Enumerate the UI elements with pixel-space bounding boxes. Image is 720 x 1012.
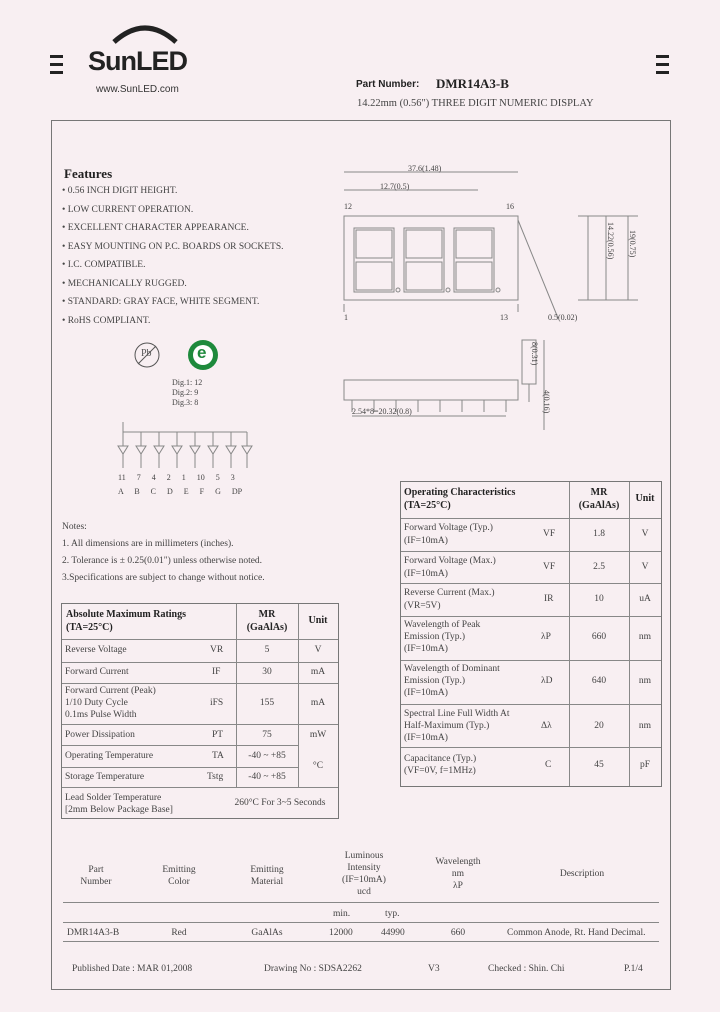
op-char-col-unit: Unit <box>635 493 655 504</box>
pin-label-dig2: Dig.2: 9 <box>172 388 199 397</box>
feature-item: • EXCELLENT CHARACTER APPEARANCE. <box>62 223 249 233</box>
part-row-wl: 660 <box>450 928 466 938</box>
footer-checked: Checked : Shin. Chi <box>488 964 565 974</box>
website-link[interactable]: www.SunLED.com <box>96 84 179 95</box>
op-char-param-line3: (IF=10mA) <box>404 688 448 698</box>
op-char-sym: VF <box>543 529 556 539</box>
dim-width: 37.6(1.48) <box>408 164 442 173</box>
op-char-param: Wavelength of Peak <box>404 620 481 630</box>
feature-item: • 0.56 INCH DIGIT HEIGHT. <box>62 186 178 196</box>
feature-item: • I.C. COMPATIBLE. <box>62 260 146 270</box>
feature-item: • STANDARD: GRAY FACE, WHITE SEGMENT. <box>62 297 260 307</box>
footer-version: V3 <box>428 964 440 974</box>
solder-label-line2: [2mm Below Package Base] <box>65 805 173 815</box>
note-item: 3.Specifications are subject to change without notice. <box>62 573 265 583</box>
op-char-param: Reverse Current (Max.) <box>404 588 495 598</box>
part-h-wl2: nm <box>451 869 465 879</box>
part-h-color: Emitting <box>162 865 196 875</box>
op-char-unit: uA <box>639 594 651 604</box>
op-char-param-line2: (VF=0V, f=1MHz) <box>404 766 476 776</box>
solder-label: Lead Solder Temperature <box>65 793 162 803</box>
op-char-unit: nm <box>638 721 652 731</box>
features-list <box>62 186 284 334</box>
dim-height: 19(0.75) <box>628 230 637 258</box>
abs-max-val: -40 ~ +85 <box>248 772 286 782</box>
subtitle: 14.22mm (0.56") THREE DIGIT NUMERIC DISPLAY <box>357 98 594 109</box>
op-char-param: Spectral Line Full Width At <box>404 709 510 719</box>
part-number: DMR14A3-B <box>436 76 509 91</box>
part-h-typ: typ. <box>385 909 400 919</box>
rohs-symbol: e <box>197 343 207 362</box>
op-char-param: Forward Voltage (Typ.) <box>404 523 493 533</box>
op-char-unit: V <box>641 529 649 539</box>
abs-max-unit: V <box>314 645 322 655</box>
part-row-desc: Common Anode, Rt. Hand Decimal. <box>507 928 646 938</box>
abs-max-param: Operating Temperature <box>65 751 154 761</box>
footer-page: P.1/4 <box>624 964 643 974</box>
part-row-typ: 44990 <box>381 928 405 938</box>
dim-depth: 8(0.31) <box>530 342 539 366</box>
op-char-sym: C <box>545 760 552 770</box>
notes-title: Notes: <box>62 522 87 532</box>
part-h-wl3: λP <box>453 881 463 891</box>
pin-bottom-right: 13 <box>500 313 508 322</box>
op-char-val: 640 <box>591 676 607 686</box>
abs-max-sym: IF <box>212 667 221 677</box>
pin-top-right: 16 <box>506 202 514 211</box>
op-char-sym: Δλ <box>541 721 552 731</box>
part-h-lum2: Intensity <box>347 863 381 873</box>
feature-item: • EASY MOUNTING ON P.C. BOARDS OR SOCKETS. <box>62 241 284 252</box>
part-h-material2: Material <box>250 877 284 887</box>
note-item: 1. All dimensions are in millimeters (inches). <box>62 539 234 549</box>
op-char-val: 45 <box>594 760 604 770</box>
op-char-param: Capacitance (Typ.) <box>404 754 477 764</box>
feature-item: • RoHS COMPLIANT. <box>62 315 151 326</box>
abs-max-val: 30 <box>262 667 272 677</box>
part-h-desc: Description <box>559 869 605 879</box>
circuit-segments: A B C D E F G DP <box>118 487 243 496</box>
op-char-val: 10 <box>594 594 604 604</box>
pb-free-icon <box>132 340 162 370</box>
abs-max-param-line2: 1/10 Duty Cycle <box>65 698 128 708</box>
abs-max-param: Reverse Voltage <box>65 645 127 655</box>
pin-label-dig1: Dig.1: 12 <box>172 378 203 387</box>
abs-max-col-unit: Unit <box>308 615 328 626</box>
dim-pins: 2.54*8=20.32(0.8) <box>352 407 412 416</box>
part-row-min: 12000 <box>329 928 353 938</box>
op-char-val: 20 <box>594 721 604 731</box>
part-row-color: Red <box>171 928 187 938</box>
abs-max-param: Power Dissipation <box>65 730 135 740</box>
abs-max-col-mr: MR <box>258 609 276 620</box>
footer-published: Published Date : MAR 01,2008 <box>72 964 193 974</box>
dim-pin-dia: 0.5(0.02) <box>548 313 578 322</box>
op-char-param-line2: (VR=5V) <box>404 601 441 611</box>
op-char-sym: VF <box>543 562 556 572</box>
abs-max-title-cond: (TA=25°C) <box>66 622 113 633</box>
abs-max-sym: TA <box>212 751 224 761</box>
note-item: 2. Tolerance is ± 0.25(0.01") unless otherwise noted. <box>62 556 263 566</box>
op-char-param-line2: (IF=10mA) <box>404 569 448 579</box>
op-char-unit: nm <box>638 632 652 642</box>
part-h-material: Emitting <box>250 865 284 875</box>
dim-pitch: 12.7(0.5) <box>380 182 410 191</box>
abs-max-unit: °C <box>312 761 324 771</box>
part-row-material: GaAlAs <box>251 928 283 938</box>
abs-max-sym: Tstg <box>207 772 224 782</box>
pin-label-dig3: Dig.3: 8 <box>172 398 199 407</box>
op-char-param-line3: (IF=10mA) <box>404 733 448 743</box>
part-h-wl: Wavelength <box>435 857 481 867</box>
part-h-lum3: (IF=10mA) <box>342 875 386 885</box>
op-char-unit: V <box>641 562 649 572</box>
abs-max-param: Storage Temperature <box>65 772 145 782</box>
abs-max-col-mat: (GaAlAs) <box>246 622 288 633</box>
abs-max-unit: mW <box>309 730 327 740</box>
footer-drawing: Drawing No : SDSA2262 <box>264 964 362 974</box>
part-h-part2: Number <box>80 877 112 887</box>
abs-max-val: 155 <box>259 698 275 708</box>
op-char-val: 1.8 <box>593 529 605 539</box>
logo: SunLED <box>88 46 187 76</box>
abs-max-sym: PT <box>212 730 224 740</box>
op-char-col-mr: MR <box>590 487 608 498</box>
pin-top-left: 12 <box>344 202 352 211</box>
op-char-table <box>400 481 662 787</box>
abs-max-table <box>61 603 339 819</box>
abs-max-title: Absolute Maximum Ratings <box>66 609 187 620</box>
part-number-label: Part Number: <box>356 79 420 90</box>
op-char-param-line2: Half-Maximum (Typ.) <box>404 721 490 731</box>
op-char-sym: λD <box>541 676 553 686</box>
op-char-param-line3: (IF=10mA) <box>404 644 448 654</box>
part-h-lum: Luminous <box>344 851 384 861</box>
part-h-min: min. <box>333 909 351 919</box>
logo-arc-icon <box>110 20 180 44</box>
op-char-title: Operating Characteristics <box>404 487 516 498</box>
op-char-sym: IR <box>544 594 554 604</box>
op-char-param-line2: Emission (Typ.) <box>404 676 466 686</box>
op-char-unit: nm <box>638 676 652 686</box>
abs-max-val: 5 <box>264 645 270 655</box>
dim-digit: 14.22(0.56) <box>606 222 615 260</box>
circuit-diagram <box>95 418 265 512</box>
rohs-icon <box>186 338 220 372</box>
menu-icon-right <box>656 55 669 74</box>
abs-max-unit: mA <box>310 698 326 708</box>
abs-max-param-line3: 0.1ms Pulse Width <box>65 710 137 720</box>
abs-max-sym: VR <box>210 645 224 655</box>
op-char-param: Forward Voltage (Max.) <box>404 556 496 566</box>
part-h-color2: Color <box>168 877 190 887</box>
pb-symbol: Pb <box>141 348 152 359</box>
abs-max-sym: iFS <box>210 698 224 708</box>
abs-max-val: -40 ~ +85 <box>248 751 286 761</box>
part-row-part: DMR14A3-B <box>67 928 120 938</box>
solder-value: 260°C For 3~5 Seconds <box>234 798 326 808</box>
features-title: Features <box>64 166 113 181</box>
op-char-param-line2: Emission (Typ.) <box>404 632 466 642</box>
part-table <box>51 848 669 948</box>
pin-left: 1 <box>344 313 348 322</box>
op-char-param: Wavelength of Dominant <box>404 664 500 674</box>
part-h-lum4: ucd <box>357 887 371 897</box>
abs-max-unit: mA <box>310 667 326 677</box>
op-char-param-line2: (IF=10mA) <box>404 536 448 546</box>
menu-icon-left <box>50 55 63 74</box>
abs-max-param: Forward Current (Peak) <box>65 686 156 696</box>
part-h-part: Part <box>88 865 104 875</box>
feature-item: • LOW CURRENT OPERATION. <box>62 204 194 215</box>
abs-max-param: Forward Current <box>65 667 129 677</box>
op-char-val: 660 <box>591 632 607 642</box>
circuit-pins: 11 7 4 2 1 10 5 3 <box>118 473 235 482</box>
dim-pinlen: 4(0.16) <box>542 390 551 414</box>
op-char-col-mat: (GaAlAs) <box>578 500 620 511</box>
abs-max-val: 75 <box>262 730 272 740</box>
op-char-sym: λP <box>541 632 551 642</box>
op-char-unit: pF <box>639 760 651 770</box>
op-char-val: 2.5 <box>593 562 605 572</box>
op-char-title-cond: (TA=25°C) <box>404 500 451 511</box>
feature-item: • MECHANICALLY RUGGED. <box>62 278 187 289</box>
